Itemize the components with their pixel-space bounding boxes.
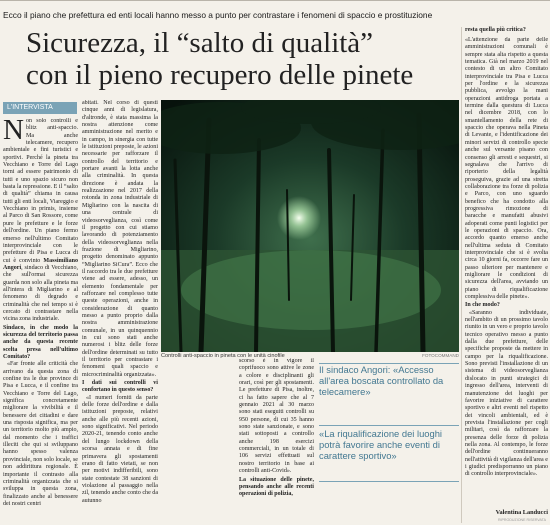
column-2 xyxy=(82,100,158,523)
kicker: Ecco il piano che prefettura ed enti locali hanno messo a punto per contrastare i fenomeni di spaccio e prostituzione xyxy=(3,10,433,20)
question-1: Sindaco, in che modo la sicurezza del territorio passa anche da questa recente scelta presa nell'ultimo Comitato? xyxy=(3,324,78,360)
column-4 xyxy=(465,37,548,523)
photo-light xyxy=(277,196,321,240)
answer-3: «L'attenzione da parte delle amministrazioni comunali è sempre stata alta rispetto a questa tematica. Già nel marzo 2019 nel contesto di un altro Comitato interprovinciale tra Pisa e Lucca per l'ordine e la sicurezza pubblica, avvolgo la mani operazioni antidroga portata a termine dalla questura di Lucca nel dicembre 2018, con lo smantellamento della rete di spaccio che operava nella Pineta di Levante, e l'identificazione dei minori servizi di controllo specie anche sul versante pisano con consenso gli arresti e sequestri, si segnalava che l'arrivo di riporterio della legalità proseguiva, grazie ad una stretta collaborazione tra forze di polizia e Parco, con uno sguardo benefico che ha condotto alla progressiva rimozione di baracche e manufatti abusivi adoperati come punti logistici per le operazioni di spaccio. Ora, accordo quanto emerso anche nell'ultima seduta di Comitato interprovinciale che si è svolta circa 10 giorni fa, occorre fare un passo ulteriore per mantenere e migliorare le condizioni di sicurezza dell'area, avviando un piano di riqualificazione complessiva delle pinete». xyxy=(465,37,548,301)
dropcap: N xyxy=(3,118,24,146)
question-4: In che modo? xyxy=(465,302,500,309)
headline-line-1: Sicurezza, il “salto di qualità” xyxy=(26,27,374,59)
pine-forest-photo xyxy=(161,100,459,352)
answer-1: «Far fronte alle criticità che arrivano da questa zona di confine tra le due province di Pisa e Lucca, e il confine tra Vecchiano e Torre del Lago, significa concretamente migliorare la vivibilità e il benessere dei cittadini e dare una risposta significa, ma per un territorio molto più ampio, dal momento che i traffici illeciti che qui si sviluppano hanno spesso valenza provinciale, non solo locale, se non addirittura regionale. È importante il contrasto alla criminalità organizzata che si sviluppa in questa zona, finalizzato anche al benessere dei nostri centri xyxy=(3,361,78,507)
question-2: I dati sui controlli vi confortano in questo senso? xyxy=(82,380,158,394)
column-divider xyxy=(461,27,462,523)
photo-caption: Controlli anti-spaccio in pineta con le unità cinofile xyxy=(161,353,285,359)
quote-rule-middle xyxy=(319,425,459,426)
column-1 xyxy=(3,118,78,523)
headline xyxy=(26,27,428,95)
question-3-continued: resta quella più critica? xyxy=(465,27,526,33)
headline-line-2: con il pieno recupero delle pinete xyxy=(26,59,414,91)
copyright-mark: RIPRODUZIONE RISERVATA xyxy=(497,518,546,522)
author-signature: Valentina Landucci xyxy=(495,509,548,516)
intro-text: on solo controlli e blitz anti-spaccio. Ma anche telecamere, recupero ambientale e fini turistici e sportivi. Perché la pineta tra Vecchiano e Torre del Lago torni ad essere patrimonio di tutti e uno spazio sicuro non basta la repressione. E il “salto di qualità” chiama in causa tutti gli enti locali, Viareggio e Vecchiano in primis, insieme al Parco di San Rossore, come pure le prefetture e le forze dell'ordine. Un piano fermo emerso nell'ultimo Comitato interprovinciale con le prefetture di Pisa e Lucca di cui è convinto xyxy=(3,118,78,264)
photo-credit: FOTOCOMMAND xyxy=(422,353,459,358)
answer-2: «I numeri forniti da parte delle forze dell'ordine e dalla istituzioni preposte, relativi anche alle più recenti azioni, sono significativi. Nel periodo 2020-21, tenendo conto anche del lungo lockdown della scorsa annata e di fine primavera gli spostamenti erano di fatto vietati, se non per motivi indifferibili, sono state contestate 38 sanzioni di violazione al passaggio nella zil, tenendo anche conto che da autunno xyxy=(82,394,158,504)
column-3 xyxy=(239,358,314,523)
interview-tag: L'INTERVISTA xyxy=(3,102,77,114)
pull-quote-1: Il sindaco Angori: «Accesso all'area boscata controllato da telecamere» xyxy=(319,364,444,398)
answer-2-continued: scorso è in vigore il coprifuoco sono attive le zone a colore e disciplinanti gli orari, così per gli spostamenti. Le prefetture di Pisa, inoltre, ci ha fatto sapere che al 7 gennaio 2021 al 30 marzo sono stati eseguiti controlli su 950 persone, di cui 35 hanno sono state sanzionate, e sono stati sottoposti a controllo anche 198 esercizi commerciali, in un totale di 106 servizi effettuati sul nostro territorio in base ai controlli anti-Covid». xyxy=(239,358,314,475)
interviewee-name: Massimiliano Angori xyxy=(3,257,78,271)
pull-quote-2: «La riqualificazione dei luoghi potrà favorire anche eventi di carattere sportivo» xyxy=(319,428,443,462)
question-3: La situazione delle pinete, pensando anche alle recenti operazioni di polizia, xyxy=(239,476,314,498)
answer-1-continued: abitati. Nel corso di questi cinque anni di legislatura, d'altronde, è stata massima la nostra attenzione come amministrazione nel merito e in campo, in sinergia con tutte le istituzioni preposte, le azioni necessarie per rafforzare il controllo del territorio e portare avanti la lotta anche alla criminalità. In questa direzione è andata la realizzazione nel 2017 della rotonda in zona industriale di Migliarino con la nascita di una centrale di videosorveglianza, così come il progetto con cui stiamo lavorando di potenziamento della videosorveglianza nella frazione di Migliarino, progetto denominato appunto “Migliarino SiCura”. Ecco che il raccordo tra le due prefetture viene ad essere, adesso, un elemento fondamentale per rafforzare nel complesso tutte queste operazioni, anche in considerazione di quanto messo a punto proprio dalla nostra amministrazione comunale, in un quinquennio in cui sono stati anche numerosi i blitz delle forze dell'ordine determinati su tutto il territorio per contrastare i fenomeni quali spaccio e microcriminalità organizzata». xyxy=(82,100,158,378)
intro-paragraph xyxy=(3,118,78,324)
quote-rule-bottom xyxy=(319,481,459,482)
kicker-bar xyxy=(0,0,550,10)
answer-4: «Saranno individuate, nell'ambito di un prossimo tavolo riunito in un vero e proprio tavolo tecnico operativo messo a punto dalla due prefetture, delle specifiche proposte da mettere in campo per la riqualificazione. Sono previsti l'installazione di un sistema di videosorveglianza dislocato in punti strategici di ingresso dell'area, interventi di manutenzione dei luoghi per favorire iniziative di carattere sportivo e altri eventi nel rispetto dei vincoli ambientali, ed è prevista l'installazione per cogli militari, così da rafforzare la presenza delle forze di polizia nella zona. Al contempo, le forze dell'ordine continueranno nell'attività di vigilanza dell'area e i giudici predisporranno un piano di controllo interprovinciale». xyxy=(465,309,548,478)
intro-tail: , sindaco di Vecchiano, che sull'ormai sicurezza guarda non solo alla pineta ma all'intera di Migliarino e al fenomeno di degrado e criminalità che nel tempo si è cercato di contrastare nella vicina zona industriale. xyxy=(3,264,78,323)
photo-clearing xyxy=(181,250,441,330)
